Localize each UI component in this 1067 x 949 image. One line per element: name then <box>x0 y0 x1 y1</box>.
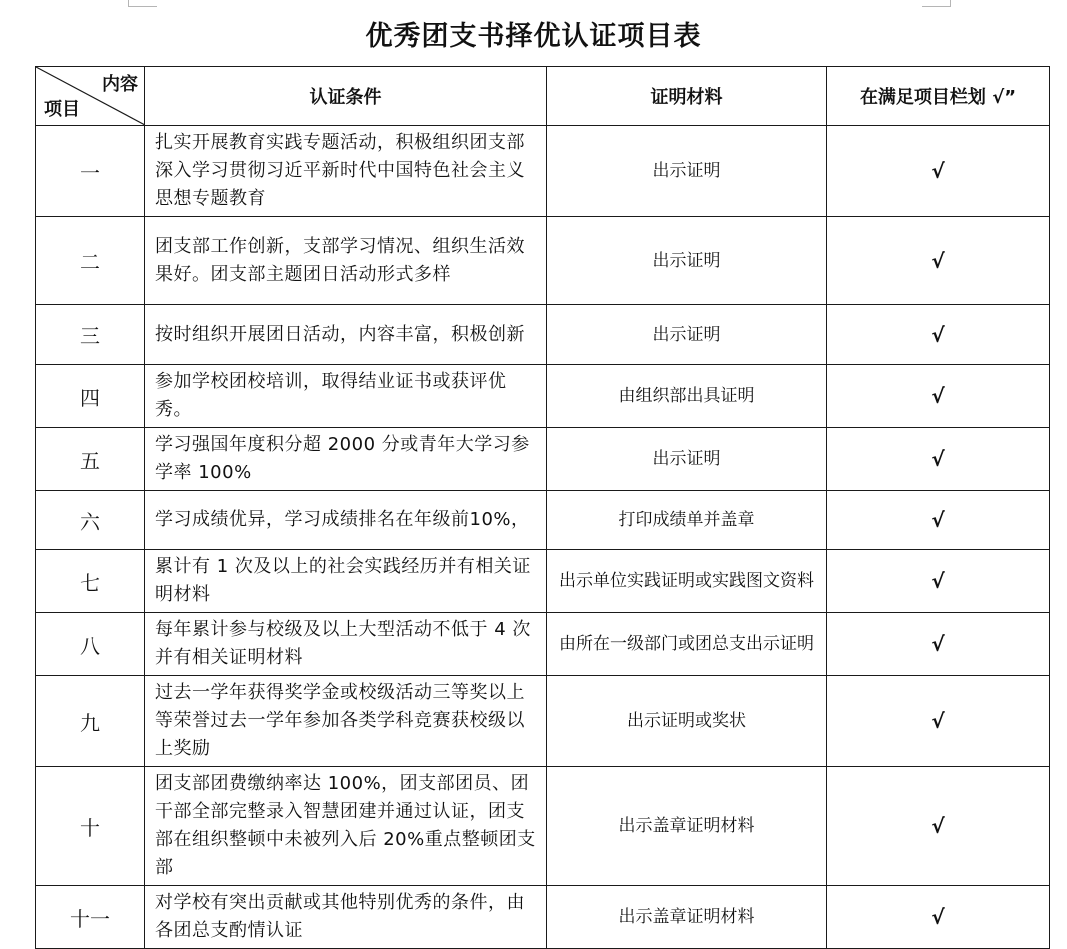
row-index: 五 <box>36 428 145 491</box>
header-corner-cell <box>36 67 145 126</box>
document-title: 优秀团支书择优认证项目表 <box>365 21 702 52</box>
row-condition: 每年累计参与校级及以上大型活动不低于 4 次并有相关证明材料 <box>145 613 547 676</box>
table-row <box>36 217 1050 305</box>
row-proof: 出示证明 <box>547 217 827 305</box>
row-condition: 过去一学年获得奖学金或校级活动三等奖以上等荣誉过去一学年参加各类学科竞赛获校级以上奖励 <box>145 676 547 767</box>
row-condition: 按时组织开展团日活动，内容丰富，积极创新 <box>145 305 547 365</box>
table-row <box>36 365 1050 428</box>
page-corner-mark-right <box>922 0 951 7</box>
row-index: 一 <box>36 126 145 217</box>
row-condition: 累计有 1 次及以上的社会实践经历并有相关证明材料 <box>145 550 547 613</box>
page-corner-mark-left <box>128 0 157 7</box>
header-proof: 证明材料 <box>547 67 827 126</box>
row-condition: 团支部工作创新，支部学习情况、组织生活效果好。团支部主题团日活动形式多样 <box>145 217 547 305</box>
row-index: 二 <box>36 217 145 305</box>
check-mark: √ <box>827 126 1050 217</box>
check-mark: √ <box>827 613 1050 676</box>
row-condition: 学习成绩优异，学习成绩排名在年级前10%， <box>145 491 547 550</box>
check-mark: √ <box>827 550 1050 613</box>
row-proof: 出示盖章证明材料 <box>547 767 827 886</box>
table-row <box>36 491 1050 550</box>
row-condition: 团支部团费缴纳率达 100%，团支部团员、团干部全部完整录入智慧团建并通过认证，团支部在组织整顿中未被列入后 20%重点整顿团支部 <box>145 767 547 886</box>
row-index: 十一 <box>36 886 145 949</box>
row-proof: 打印成绩单并盖章 <box>547 491 827 550</box>
table-row <box>36 767 1050 886</box>
table-row <box>36 676 1050 767</box>
row-proof: 出示盖章证明材料 <box>547 886 827 949</box>
row-index: 四 <box>36 365 145 428</box>
row-proof: 出示单位实践证明或实践图文资料 <box>547 550 827 613</box>
certification-table <box>35 66 1050 949</box>
row-proof: 出示证明或奖状 <box>547 676 827 767</box>
row-proof: 出示证明 <box>547 428 827 491</box>
check-mark: √ <box>827 676 1050 767</box>
header-mark: 在满足项目栏划 √” <box>827 67 1050 126</box>
row-proof: 由所在一级部门或团总支出示证明 <box>547 613 827 676</box>
row-index: 九 <box>36 676 145 767</box>
table-row <box>36 886 1050 949</box>
check-mark: √ <box>827 217 1050 305</box>
row-index: 七 <box>36 550 145 613</box>
row-proof: 出示证明 <box>547 126 827 217</box>
check-mark: √ <box>827 886 1050 949</box>
row-condition: 扎实开展教育实践专题活动，积极组织团支部深入学习贯彻习近平新时代中国特色社会主义思想专题教育 <box>145 126 547 217</box>
row-condition: 学习强国年度积分超 2000 分或青年大学习参学率 100% <box>145 428 547 491</box>
header-content-label: 内容 <box>102 74 138 95</box>
row-proof: 由组织部出具证明 <box>547 365 827 428</box>
header-conditions: 认证条件 <box>145 67 547 126</box>
check-mark: √ <box>827 428 1050 491</box>
table-row <box>36 613 1050 676</box>
row-index: 十 <box>36 767 145 886</box>
row-index: 八 <box>36 613 145 676</box>
check-mark: √ <box>827 491 1050 550</box>
table-row <box>36 305 1050 365</box>
table-row <box>36 428 1050 491</box>
row-index: 三 <box>36 305 145 365</box>
check-mark: √ <box>827 365 1050 428</box>
table-row <box>36 550 1050 613</box>
row-proof: 出示证明 <box>547 305 827 365</box>
row-index: 六 <box>36 491 145 550</box>
row-condition: 参加学校团校培训，取得结业证书或获评优秀。 <box>145 365 547 428</box>
row-condition: 对学校有突出贡献或其他特别优秀的条件，由各团总支酌情认证 <box>145 886 547 949</box>
table-row <box>36 126 1050 217</box>
check-mark: √ <box>827 305 1050 365</box>
header-item-label: 项目 <box>44 99 80 120</box>
header-row <box>36 67 1050 126</box>
check-mark: √ <box>827 767 1050 886</box>
